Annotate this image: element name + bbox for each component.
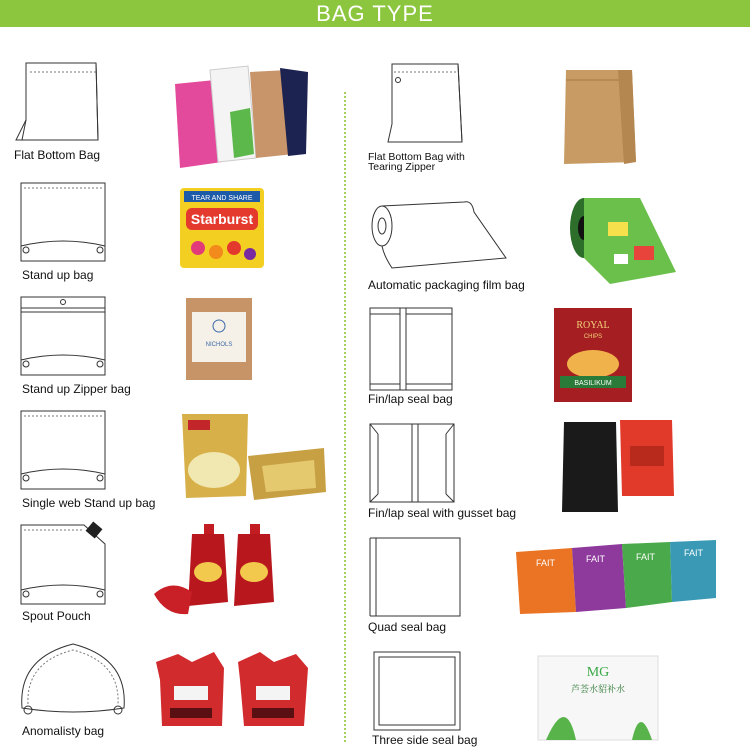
- anomalisty-bag-photo: [152, 646, 312, 730]
- fin-lap-seal-gusset-bag-photo: [560, 416, 676, 516]
- fin-lap-seal-bag-photo: [552, 306, 634, 404]
- stand-up-bag-label: Stand up bag: [22, 268, 94, 282]
- flat-bottom-tearing-zipper-label-line2: Tearing Zipper: [368, 161, 436, 173]
- film-roll-outline-icon: [368, 196, 508, 276]
- fin-lap-seal-bag-photo-sub: CHIPS: [583, 334, 603, 340]
- three-side-seal-bag-label: Three side seal bag: [372, 733, 478, 747]
- spout-pouch-outline-icon: [18, 522, 110, 608]
- quad-seal-bag-label: Quad seal bag: [368, 620, 447, 634]
- quad-seal-bag-outline-icon: [366, 534, 466, 622]
- fin-lap-seal-bag-label: Fin/lap seal bag: [368, 392, 453, 406]
- stand-up-bag-photo: [178, 186, 266, 270]
- stand-up-zipper-bag-photo: [184, 296, 254, 382]
- spout-pouch-photo: [152, 522, 282, 616]
- stand-up-bag-outline-icon: [18, 180, 108, 265]
- three-side-seal-bag-outline-icon: [370, 648, 464, 734]
- flat-bottom-bag-photo: [170, 62, 310, 170]
- fin-lap-seal-bag-photo-flavor: BASILIKUM: [574, 380, 612, 387]
- quad-seal-bag-photo: [514, 538, 718, 614]
- flat-bottom-bag-outline-icon: [12, 60, 102, 148]
- quad-seal-bag-photo-brand-1: FAIT: [536, 558, 556, 568]
- flat-bottom-bag-label: Flat Bottom Bag: [14, 148, 101, 162]
- stand-up-bag-photo-tagline: TEAR AND SHARE: [191, 195, 253, 202]
- single-web-stand-up-bag-photo: [178, 410, 328, 502]
- three-side-seal-bag-photo-product: 芦荟水貂补水: [570, 685, 626, 695]
- fin-lap-seal-bag-photo-brand: ROYAL: [576, 320, 610, 331]
- anomalisty-bag-outline-icon: [14, 638, 132, 724]
- stand-up-zipper-bag-photo-brand: NICHOLS: [205, 342, 233, 348]
- quad-seal-bag-photo-brand-4: FAIT: [684, 548, 704, 558]
- fin-lap-seal-gusset-bag-label: Fin/lap seal with gusset bag: [368, 506, 517, 520]
- quad-seal-bag-photo-brand-3: FAIT: [636, 552, 656, 562]
- stand-up-zipper-bag-label: Stand up Zipper bag: [22, 382, 131, 396]
- stand-up-zipper-bag-outline-icon: [18, 294, 108, 379]
- flat-bottom-tearing-zipper-outline-icon: [386, 60, 466, 150]
- three-side-seal-bag-photo-brand: MG: [586, 665, 610, 680]
- spout-pouch-label: Spout Pouch: [22, 609, 91, 623]
- three-side-seal-bag-photo: [536, 654, 660, 742]
- quad-seal-bag-photo-brand-2: FAIT: [586, 554, 606, 564]
- stand-up-bag-photo-brand: Starburst: [190, 211, 254, 227]
- column-divider: [344, 92, 346, 742]
- anomalisty-bag-label: Anomalisty bag: [22, 724, 105, 738]
- single-web-stand-up-bag-outline-icon: [18, 408, 108, 493]
- flat-bottom-tearing-zipper-label-line1: Flat Bottom Bag with: [368, 151, 465, 163]
- single-web-stand-up-bag-label: Single web Stand up bag: [22, 496, 156, 510]
- page-title: BAG TYPE: [316, 1, 434, 26]
- fin-lap-seal-bag-outline-icon: [366, 304, 456, 394]
- fin-lap-seal-gusset-bag-outline-icon: [366, 420, 460, 506]
- flat-bottom-tearing-zipper-photo: [560, 66, 640, 168]
- film-roll-photo: [564, 192, 680, 288]
- film-roll-label: Automatic packaging film bag: [368, 278, 525, 292]
